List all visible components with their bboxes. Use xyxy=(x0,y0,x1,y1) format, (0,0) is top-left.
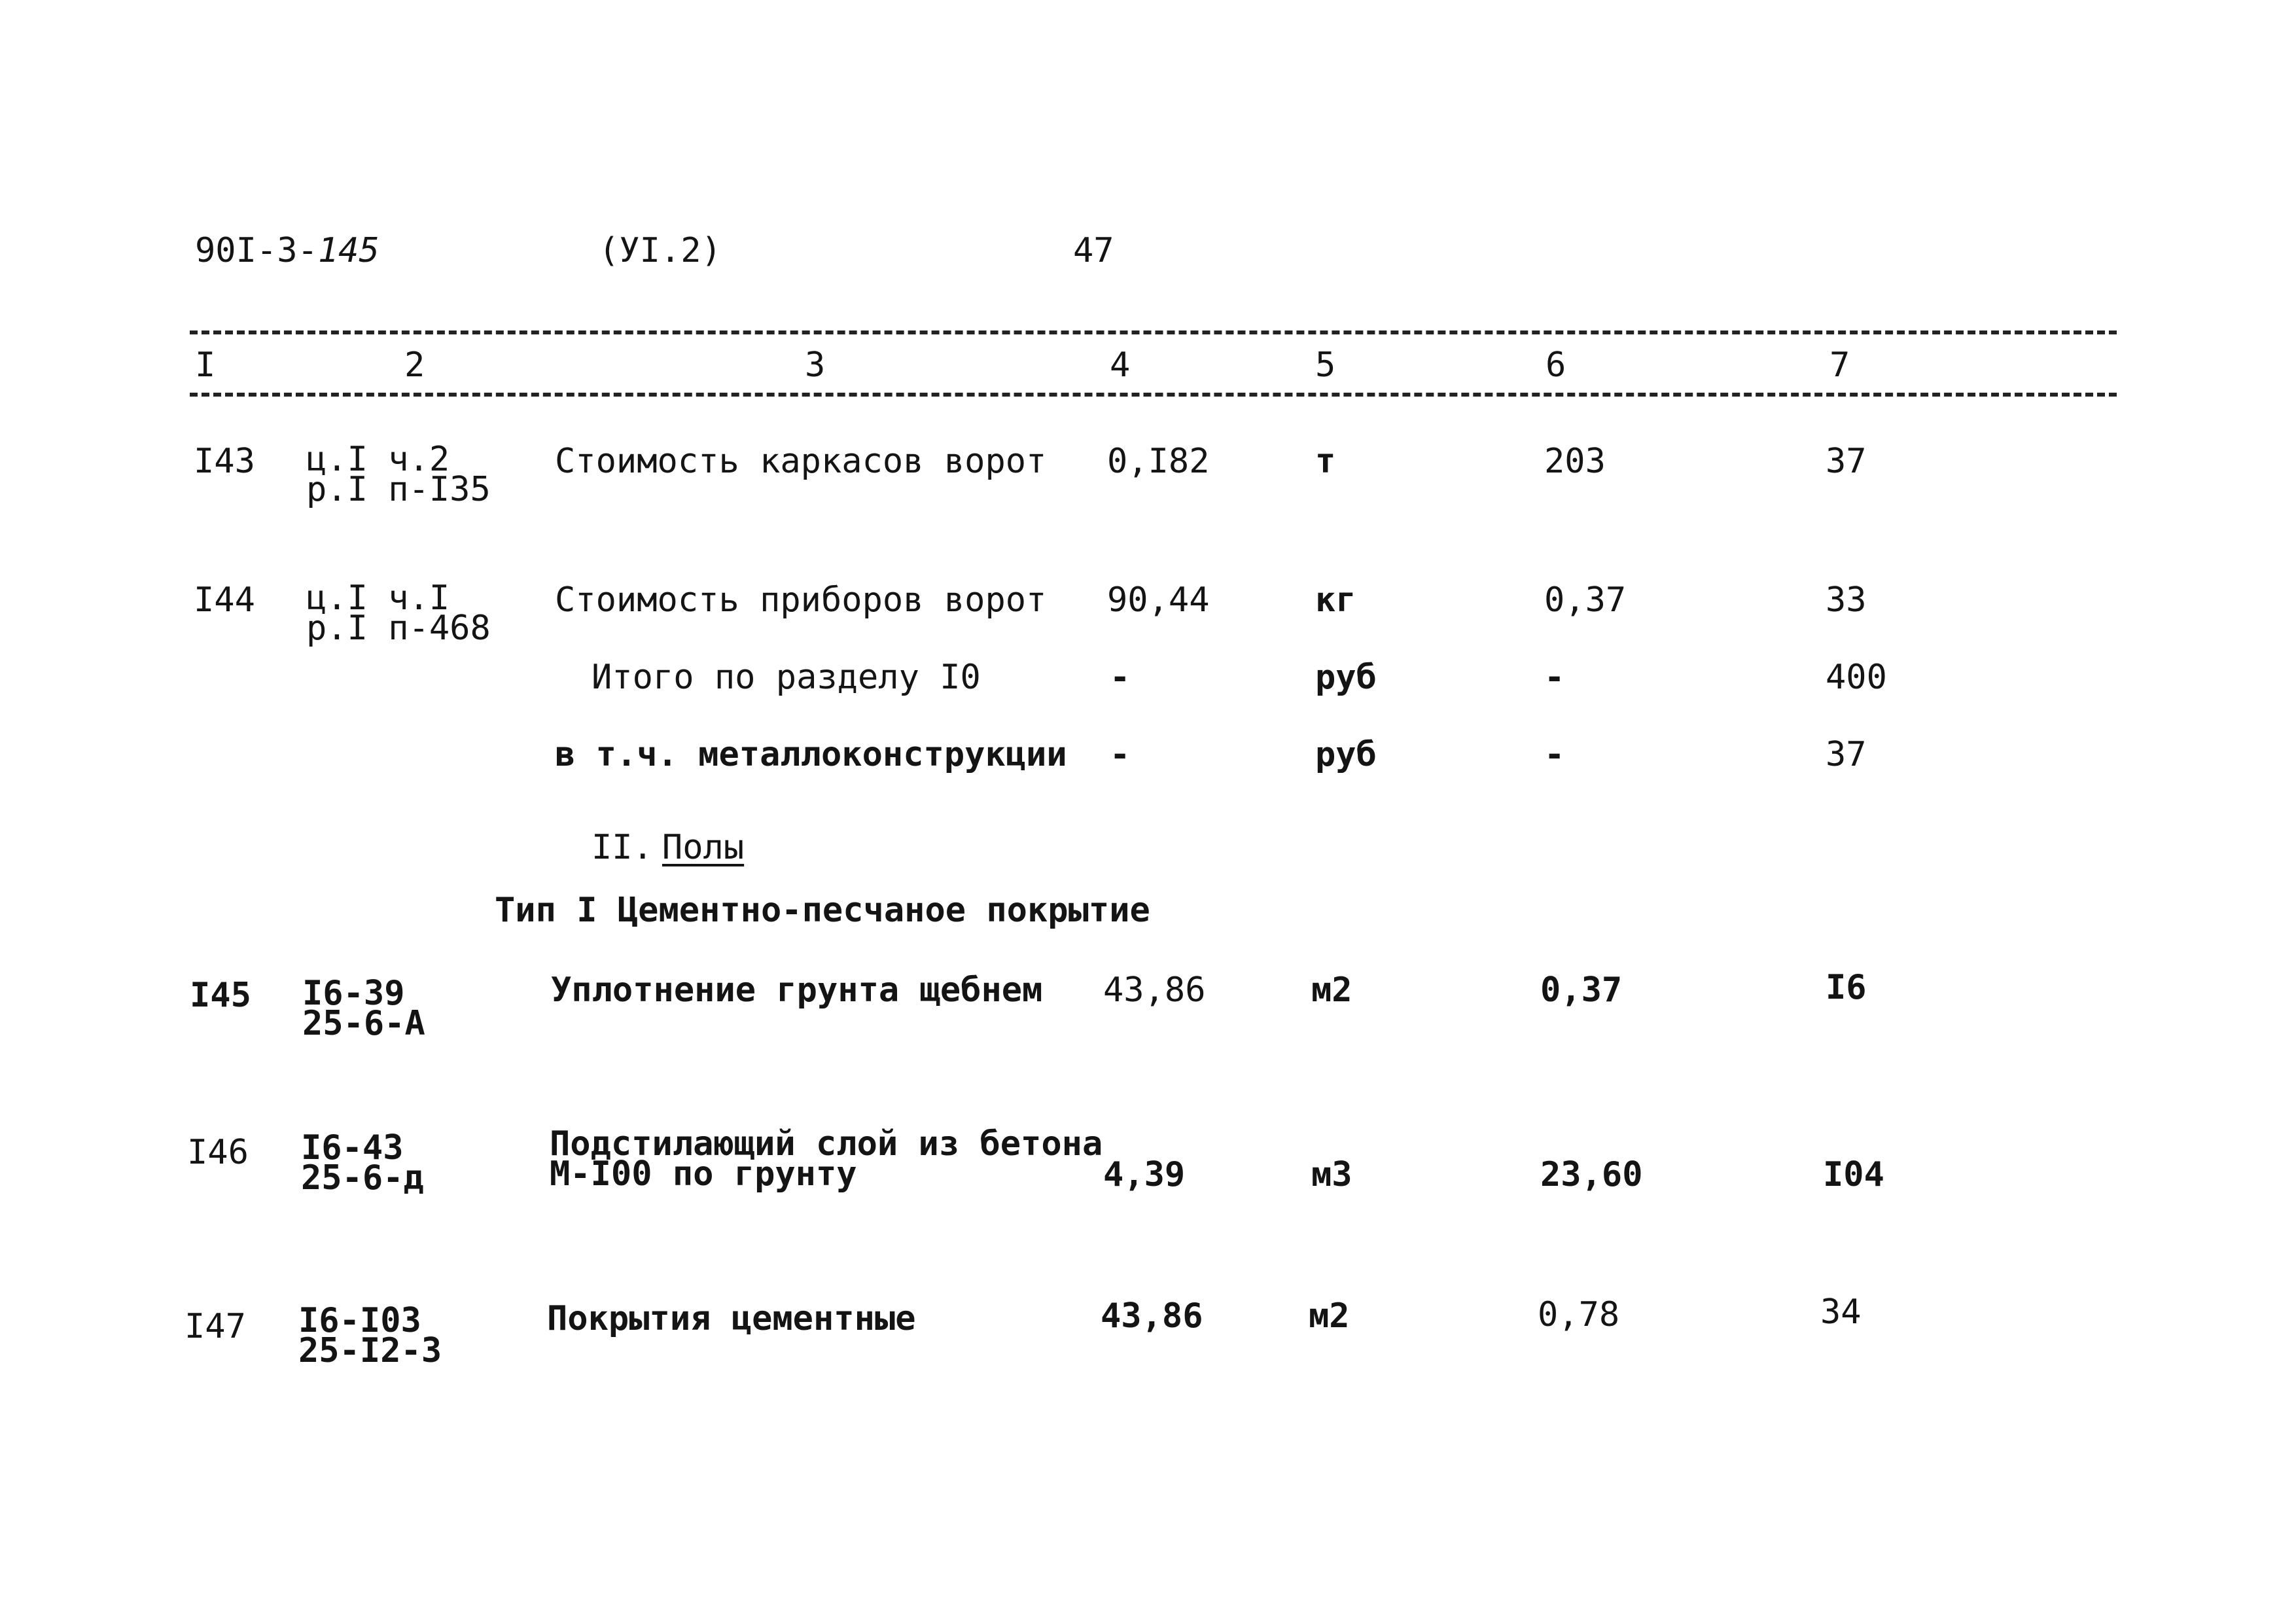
row-number: I47 xyxy=(185,1307,246,1346)
row-description: Покрытия цементные xyxy=(547,1299,916,1338)
subtotal-quantity: - xyxy=(1110,658,1131,697)
subtotal-unit: руб xyxy=(1315,658,1377,697)
subtotal-label: Итого по разделу I0 xyxy=(592,658,981,697)
section-reference: (УI.2) xyxy=(599,231,722,270)
row-total: I04 xyxy=(1823,1155,1884,1194)
row-unit: кг xyxy=(1315,580,1356,620)
subtotal-quantity: - xyxy=(1110,735,1131,774)
document-code xyxy=(195,233,380,268)
row-unit: м2 xyxy=(1309,1296,1350,1336)
row-total: I6 xyxy=(1826,968,1867,1007)
subtotal-unit: руб xyxy=(1315,735,1377,774)
subtotal-total: 400 xyxy=(1826,658,1887,697)
row-code-line1: ц.I ч.I xyxy=(306,579,450,618)
row-code-line2: 25-6-А xyxy=(302,1004,425,1043)
row-total: 37 xyxy=(1826,442,1867,481)
subtotal-total: 37 xyxy=(1826,735,1867,774)
section-heading-title: Полы xyxy=(662,828,745,867)
row-unit-price: 203 xyxy=(1544,442,1606,481)
page-number: 47 xyxy=(1073,231,1114,270)
column-header-7: 7 xyxy=(1829,346,1850,385)
row-description: Стоимость каркасов ворот xyxy=(555,442,1047,481)
row-quantity: 43,86 xyxy=(1101,1296,1203,1336)
row-number: I46 xyxy=(187,1133,249,1172)
subtotal-label: в т.ч. металлоконструкции xyxy=(555,735,1067,774)
row-code-line2: р.I п-468 xyxy=(306,609,491,648)
section-heading xyxy=(592,830,758,865)
row-unit-price: 0,78 xyxy=(1538,1295,1620,1334)
row-quantity: 4,39 xyxy=(1103,1155,1186,1194)
row-quantity: 43,86 xyxy=(1103,971,1206,1010)
row-total: 33 xyxy=(1826,580,1867,620)
subsection-heading: Тип I Цементно-песчаное покрытие xyxy=(495,891,1150,930)
row-unit-price: 0,37 xyxy=(1544,580,1627,620)
row-code-line1: I6-43 xyxy=(301,1128,404,1168)
row-code-line1: I6-I03 xyxy=(298,1301,421,1340)
row-number: I43 xyxy=(194,442,255,481)
row-quantity: 90,44 xyxy=(1107,580,1210,620)
row-unit-price: 0,37 xyxy=(1540,971,1623,1010)
column-header-3: 3 xyxy=(805,346,826,385)
row-code-line2: 25-6-д xyxy=(301,1158,424,1198)
column-header-6: 6 xyxy=(1545,346,1566,385)
row-total: 34 xyxy=(1820,1293,1862,1332)
row-code-line1: I6-39 xyxy=(302,974,405,1013)
row-description: Стоимость приборов ворот xyxy=(555,580,1047,620)
column-header-5: 5 xyxy=(1315,346,1336,385)
row-description: Уплотнение грунта щебнем xyxy=(551,971,1043,1010)
subtotal-unit-price: - xyxy=(1544,658,1565,697)
row-unit: м2 xyxy=(1311,971,1352,1010)
column-header-2: 2 xyxy=(404,346,425,385)
row-unit: м3 xyxy=(1311,1155,1352,1194)
section-heading-number: II. xyxy=(592,828,653,867)
column-header-1: I xyxy=(195,346,216,385)
row-unit-price: 23,60 xyxy=(1540,1155,1643,1194)
row-unit: т xyxy=(1315,442,1336,481)
row-code-line2: р.I п-I35 xyxy=(306,470,491,509)
row-code-line1: ц.I ч.2 xyxy=(306,440,450,479)
row-number: I45 xyxy=(190,976,251,1015)
subtotal-unit-price: - xyxy=(1544,735,1565,774)
table-header-rule xyxy=(190,393,2117,397)
row-description-line2: М-I00 по грунту xyxy=(550,1154,857,1194)
row-quantity: 0,I82 xyxy=(1107,442,1210,481)
document-code-suffix: 145 xyxy=(317,231,380,270)
column-header-4: 4 xyxy=(1110,346,1131,385)
table-top-rule xyxy=(190,330,2117,334)
document-code-prefix: 90I-3- xyxy=(195,231,318,270)
row-number: I44 xyxy=(194,580,255,620)
row-description-line1: Подстилающий слой из бетона xyxy=(550,1124,1103,1164)
row-code-line2: 25-I2-3 xyxy=(298,1331,442,1370)
